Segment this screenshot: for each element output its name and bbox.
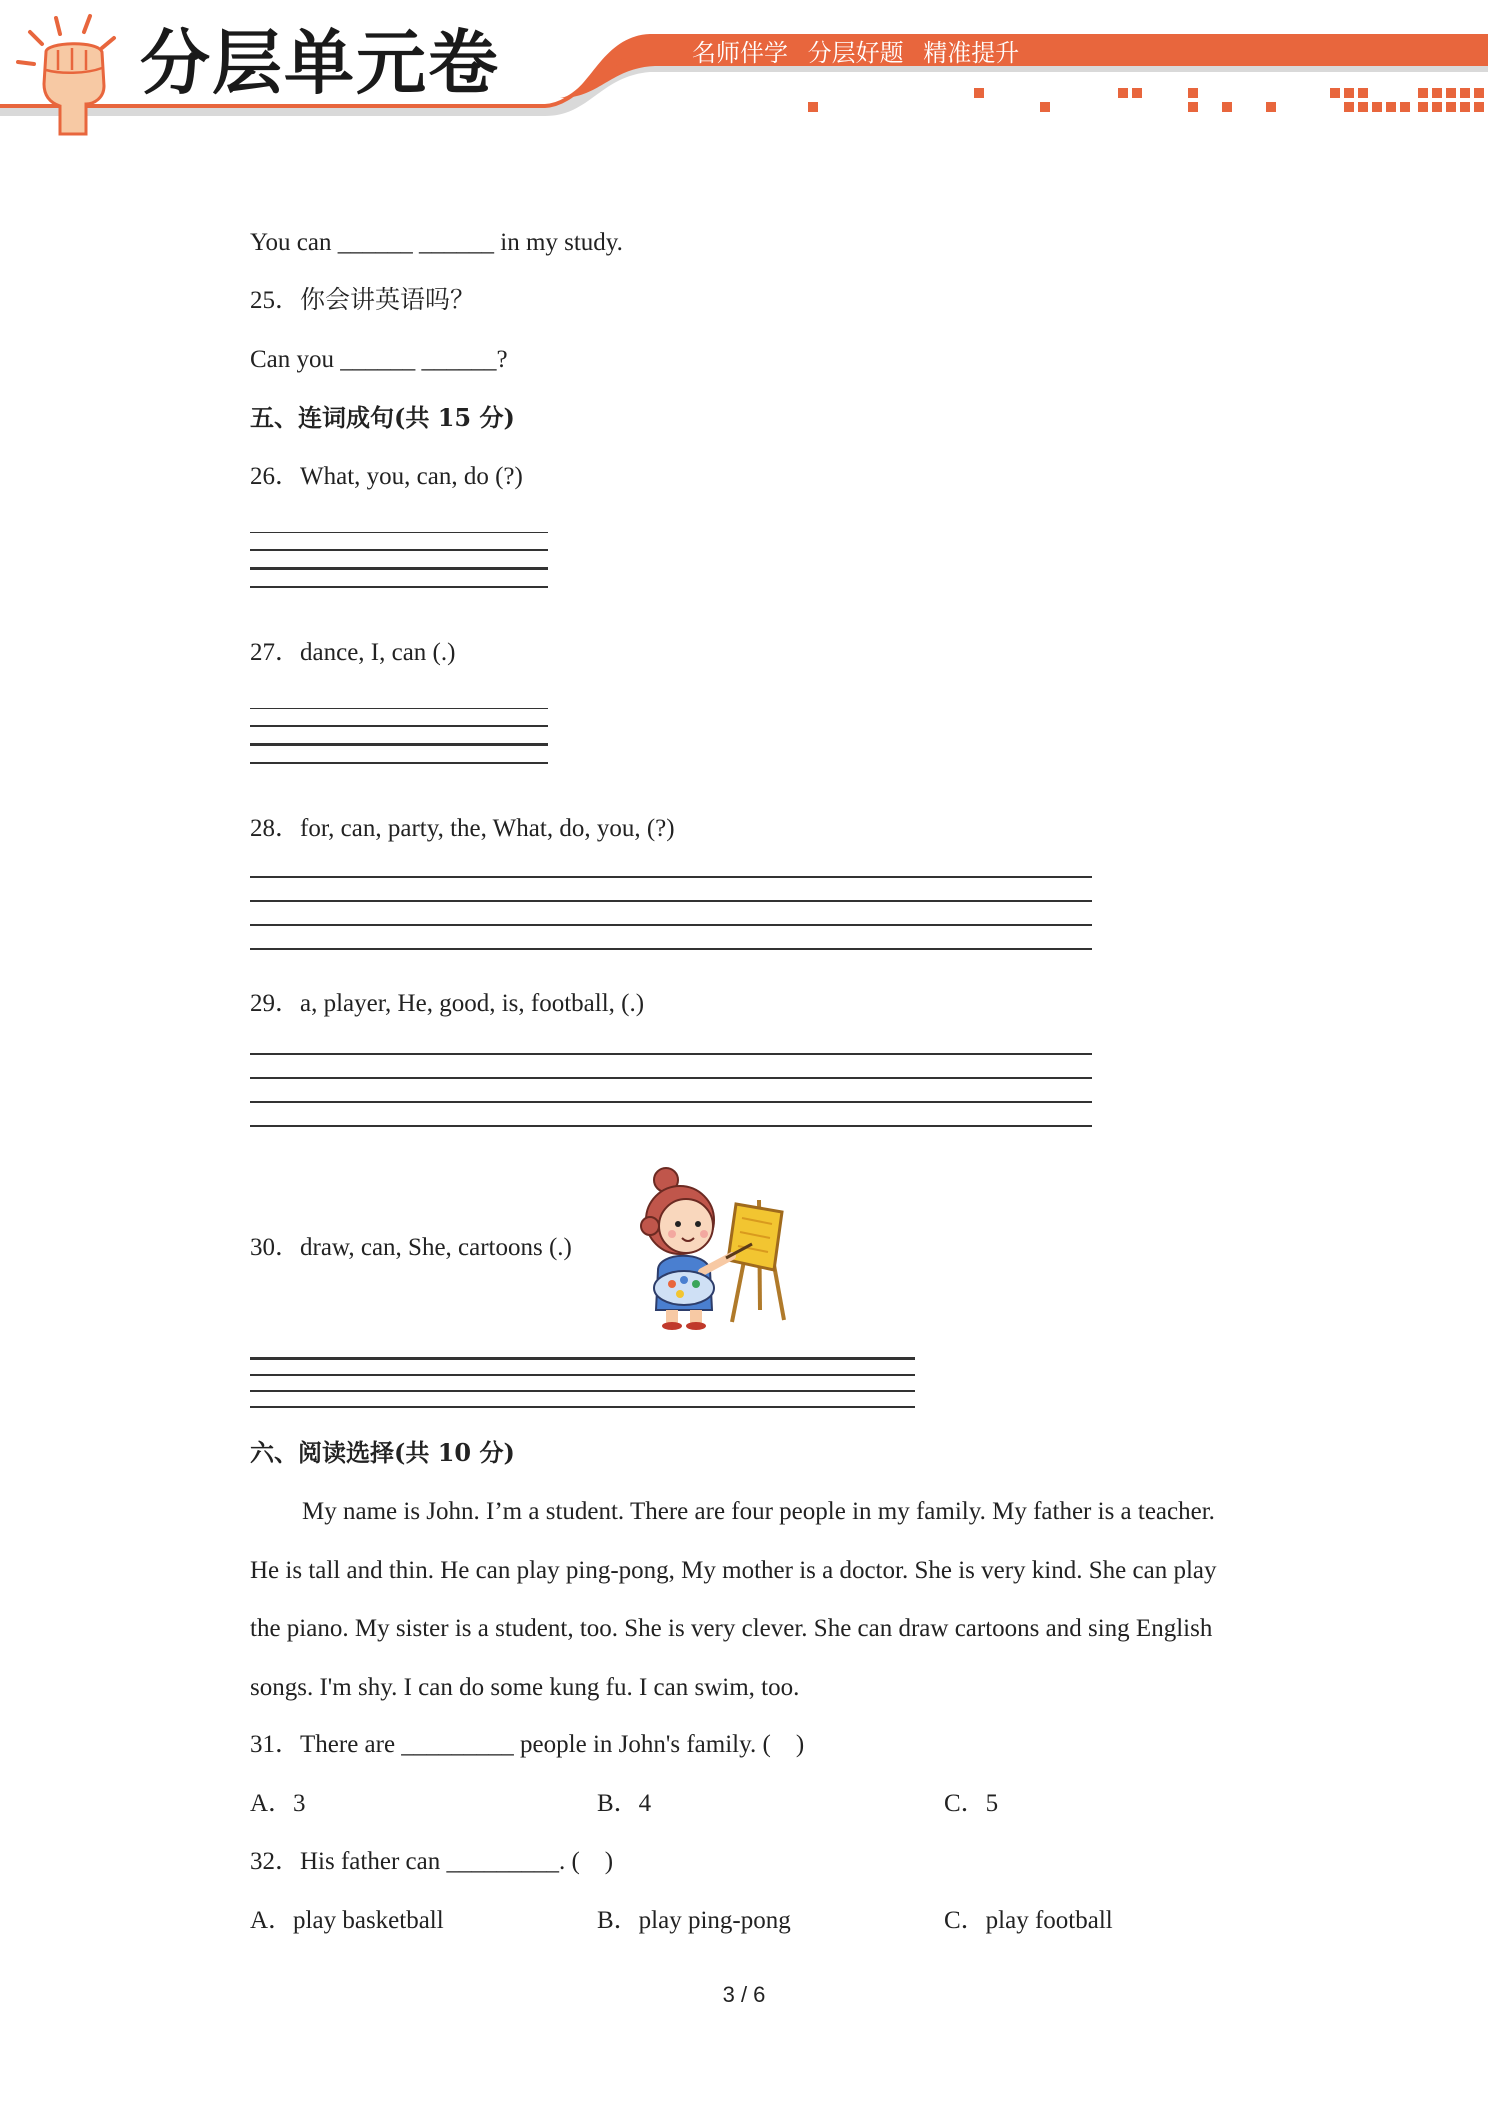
q28-prompt: 28．for, can, party, the, What, do, you, (?) [250, 815, 675, 842]
q26-prompt: 26．What, you, can, do (?) [250, 463, 523, 490]
q30-answer-rules[interactable] [250, 1357, 915, 1408]
section-5-heading: 五、连词成句(共 15 分) [250, 403, 515, 432]
girl-painting-icon [614, 1160, 824, 1330]
q25-answer-line: Can you ______ ______? [250, 346, 508, 373]
q31-option-b[interactable]: B．4 [597, 1790, 652, 1817]
q31-prompt: 31．There are _________ people in John's family. ( ) [250, 1731, 805, 1758]
section-6-heading: 六、阅读选择(共 10 分) [250, 1438, 515, 1467]
q32-option-a[interactable]: A．play basketball [250, 1907, 444, 1934]
header-slogan: 名师伴学 分层好题 精准提升 [692, 39, 1020, 67]
decorative-dots [0, 0, 1488, 130]
q31-option-a[interactable]: A．3 [250, 1790, 306, 1817]
q32-prompt: 32．His father can _________. ( ) [250, 1848, 614, 1875]
q31-option-c[interactable]: C．5 [944, 1790, 999, 1817]
q25-prompt: 25．你会讲英语吗？ [250, 287, 476, 314]
q30-prompt: 30．draw, can, She, cartoons (.) [250, 1234, 572, 1261]
reading-passage: My name is John. I’m a student. There are four people in my family. My father is a teacher. He is tall and thin. He can play ping-pong, My mother is a doctor. She is very kind. She can play the piano. My sister is a student, too. She is very clever. She can draw cartoons and sing English songs. I'm shy. I can do some kung fu. I can swim, too. [250, 1498, 1217, 1701]
q32-option-c[interactable]: C．play football [944, 1907, 1113, 1934]
q24-answer-line: You can ______ ______ in my study. [250, 229, 623, 256]
q27-prompt: 27．dance, I, can (.) [250, 639, 456, 666]
page-header [0, 0, 1488, 130]
q26-answer-rules[interactable] [250, 532, 548, 588]
page-number: 3 / 6 [722, 1982, 766, 2007]
q29-answer-rules[interactable] [250, 1053, 1092, 1127]
q32-option-b[interactable]: B．play ping-pong [597, 1907, 791, 1934]
q28-answer-rules[interactable] [250, 876, 1092, 950]
q29-prompt: 29．a, player, He, good, is, football, (.) [250, 990, 645, 1017]
brand-title: 分层单元卷 [140, 22, 500, 104]
q27-answer-rules[interactable] [250, 708, 548, 764]
